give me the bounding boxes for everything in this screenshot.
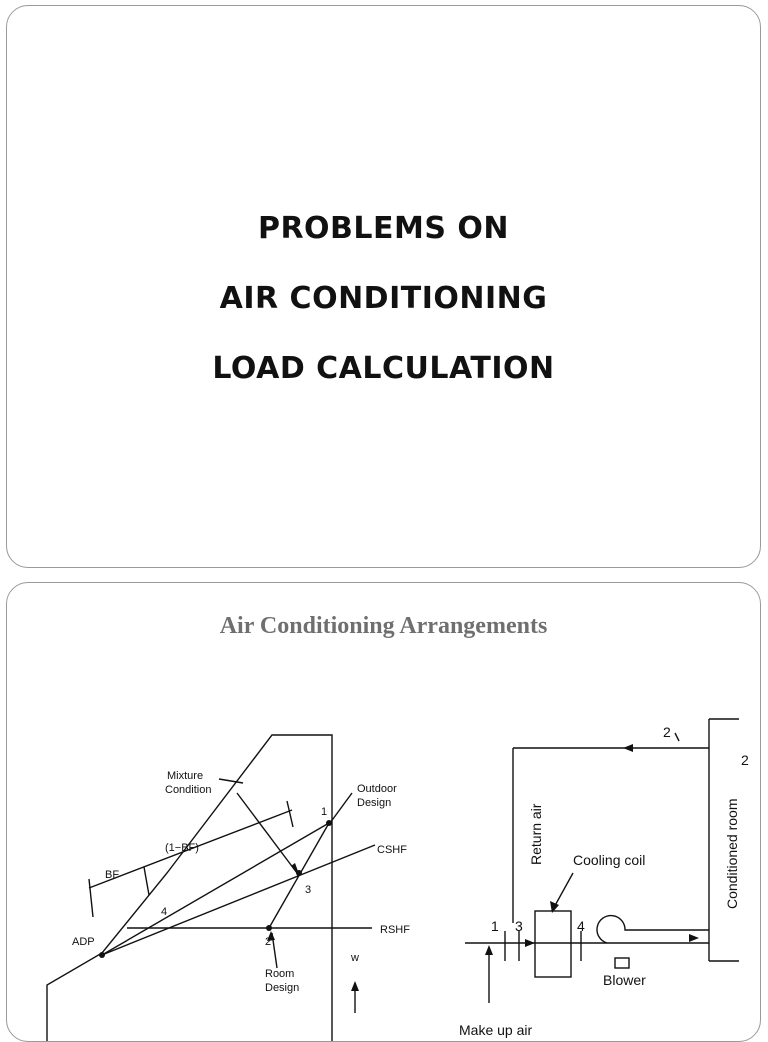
cooling-coil-label: Cooling coil (573, 852, 646, 868)
node-1-label: 1 (491, 918, 499, 934)
node-3-label: 3 (515, 918, 523, 934)
psychrometric-diagram (7, 583, 447, 1042)
blower-label: Blower (603, 972, 646, 988)
node-2-right-label: 2 (741, 752, 749, 768)
point-2-label: 2 (265, 936, 272, 948)
rshf-label: RSHF (380, 924, 410, 936)
room-label-1: Room (265, 968, 295, 980)
outdoor-label-1: Outdoor (357, 783, 397, 795)
title-line-2: AIR CONDITIONING (219, 281, 548, 316)
conditioned-room-label: Conditioned room (724, 798, 740, 909)
cshf-label: CSHF (377, 844, 407, 856)
point-4-label: 4 (161, 906, 168, 918)
outdoor-label-2: Design (357, 797, 392, 809)
node-2-top-label: 2 (663, 724, 671, 740)
one-minus-bf-label: (1−BF) (165, 842, 199, 854)
return-air-label: Return air (528, 803, 544, 865)
mixture-label-2: Condition (165, 784, 212, 796)
title-slide (6, 5, 761, 568)
make-up-air-label: Make up air (459, 1022, 533, 1038)
title-line-3: LOAD CALCULATION (212, 351, 555, 386)
slide-title: Air Conditioning Arrangements (219, 613, 548, 639)
room-label-2: Design (265, 982, 300, 994)
arrangements-slide (6, 582, 761, 1042)
point-1-label: 1 (321, 806, 328, 818)
point-3-label: 3 (305, 884, 312, 896)
w-label: w (351, 952, 359, 964)
bf-label: BF (105, 869, 120, 881)
node-4-label: 4 (577, 918, 585, 934)
ac-system-schematic (447, 583, 761, 1042)
adp-label: ADP (72, 936, 95, 948)
mixture-label-1: Mixture (167, 770, 204, 782)
title-line-1: PROBLEMS ON (257, 211, 510, 246)
